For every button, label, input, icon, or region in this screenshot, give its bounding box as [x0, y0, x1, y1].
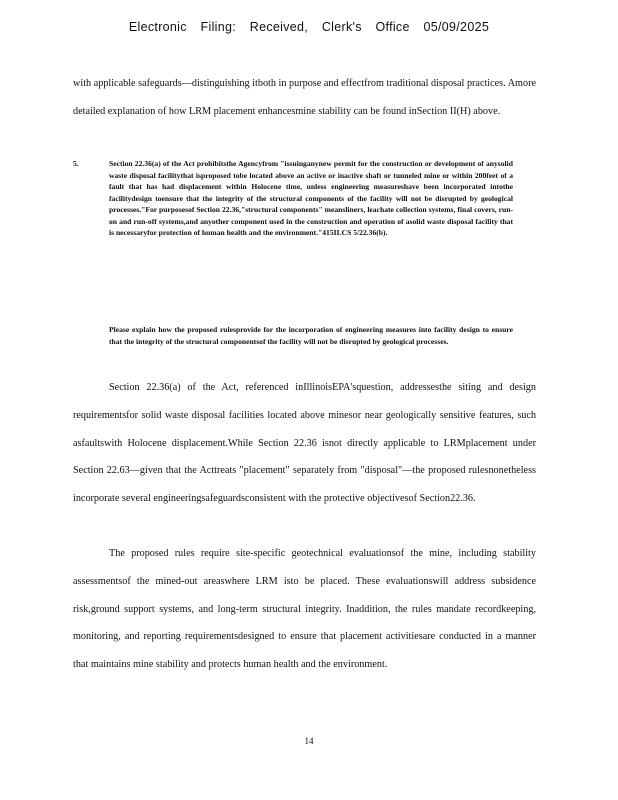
intro-paragraph: with applicable safeguards—distinguishing itboth in purpose and effectfrom traditional disposal practices. Amore detailed explanation of how LRM placement enhancesmine stability can be found inSection II(H) above.	[73, 78, 536, 117]
question-text: Section 22.36(a) of the Act prohibitsthe Agencyfrom "issuinganynew permit for the construction or development of anysolid waste disposal facilitythat isproposed tobe located above an active or inactive shaft or tunneled mine or within 200feet of a fault that has had displacement within Holocene time, unless engineering measureshave been incorporated intothe facilitydesign toensure that the integrity of the structural components of the facility will not be disrupted by geological processes."For purposesof Section 22.36,"structural components" meansliners, leachate collection systems, final covers, run-on and run-off systems,and anyother component used in the construction and operation of asolid waste disposal facility that is necessaryfor protection of human health and the environment."415ILCS 5/22.36(b).	[109, 159, 513, 237]
filing-stamp: Electronic Filing: Received, Clerk's Office 05/09/2025	[128, 20, 490, 34]
question-block	[73, 158, 513, 308]
response-paragraph: Section 22.36(a) of the Act, referenced inIllinoisEPA'squestion, addressesthe siting and design requirementsfor solid waste disposal facilities located above minesor near geologically sensitive features, such asfaultswith Holocene displacement.While Section 22.36 isnot directly applicable to LRMplacement under Section 22.63—given that the Acttreats "placement" separately from "disposal"—the proposed rulesnonetheless incorporate several engineeringsafeguardsconsistent with the protective objectivesof Section22.36.	[73, 382, 536, 505]
question-number: 5.	[73, 159, 79, 168]
question-prompt-block	[73, 324, 513, 364]
page-number: 14	[304, 736, 314, 746]
question-prompt: Please explain how the proposed rulesprovide for the incorporation of engineering measures into facility design to ensure that the integrity of the structural componentsof the facility will not be disrupted by geological processes.	[109, 325, 513, 346]
response-paragraph: The proposed rules require site-specific geotechnical evaluationsof the mine, including stability assessmentsof the mined-out areaswhere LRM isto be placed. These evaluationswill address subsidence risk,ground support systems, and long-term structural integrity. Inaddition, the rules mandate recordkeeping, monitoring, and reporting requirementsdesigned to ensure that placement activitiesare conducted in a manner that maintains mine stability and protects human health and the environment.	[73, 548, 536, 671]
